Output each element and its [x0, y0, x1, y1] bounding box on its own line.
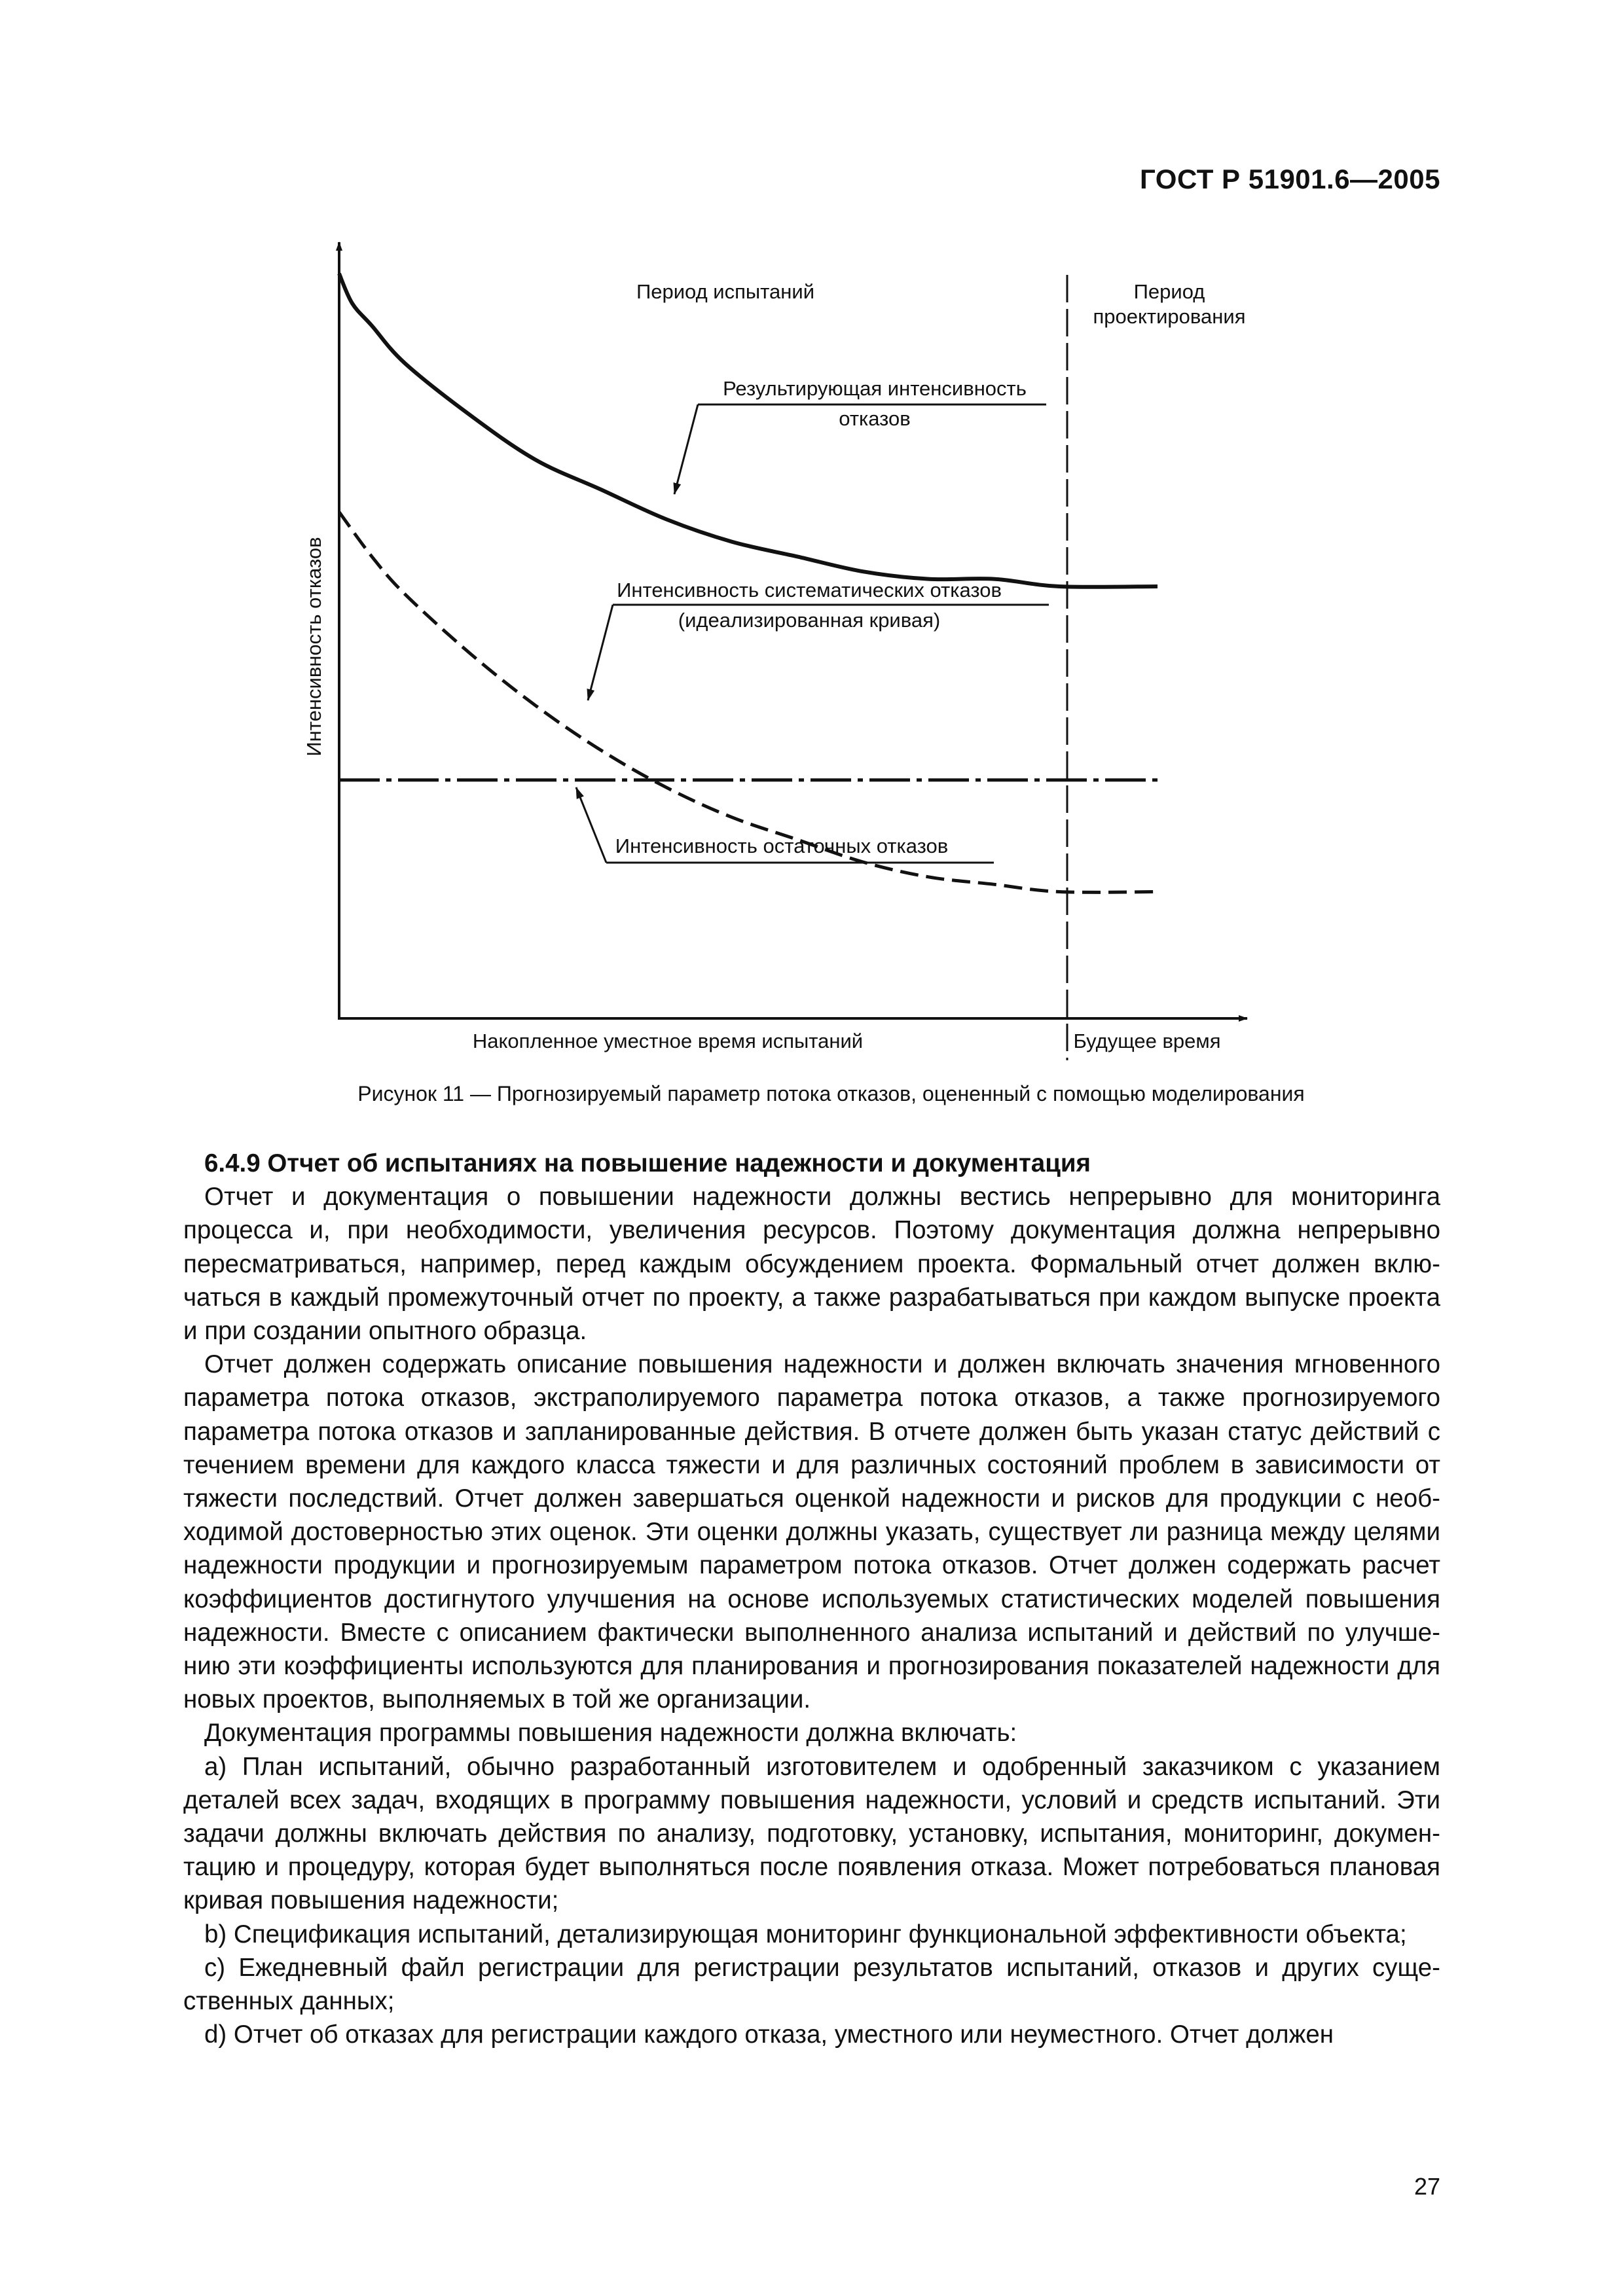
systematic-curve-label-line2: (идеализированная кривая) — [678, 609, 941, 632]
figure-caption: Рисунок 11 — Прогнозируемый параметр потока отказов, оцененный с помощью моделирования — [357, 1082, 1305, 1105]
result-intensity-curve — [339, 274, 1158, 587]
page-number: 27 — [1413, 2173, 1440, 2200]
systematic-curve-leader — [588, 605, 613, 700]
result-curve-label-line1: Результирующая интенсивность — [723, 377, 1027, 400]
test-period-label: Период испытаний — [636, 280, 815, 303]
systematic-curve-label-line1: Интенсивность систематических отказов — [617, 579, 1002, 601]
result-curve-leader — [674, 404, 698, 494]
design-period-label-line1: Период — [1133, 280, 1205, 303]
design-period-label-line2: проектирования — [1093, 305, 1246, 328]
list-item-d: d) Отчет об отказах для регистрации каждого отказа, уместного или неуместного. Отчет должен — [204, 2020, 1334, 2049]
x-axis-label-right: Будущее время — [1073, 1030, 1221, 1052]
section-6-4-9 — [183, 1147, 1440, 2051]
list-item-b: b) Спецификация испытаний, детализирующая мониторинг функциональной эффективности объекта; — [204, 1920, 1407, 1948]
list-item-a: a) План испытаний, обычно разработанный изготовителем и одобренный заказчиком с указанием деталей всех задач, входящих в программу повышения надежности, условий и средств испытаний. Эти задачи должны включать действия по анализу, подготовку, установку, испытания, мониторинг, документацию и процедуру, которая будет выполняться после появления отказа. Может потребоваться плановая кривая повышения надежности; — [183, 1752, 1440, 1915]
section-heading: 6.4.9 Отчет об испытаниях на повышение надежности и документация — [204, 1149, 1091, 1177]
figure-11-chart — [0, 0, 1623, 1113]
y-axis-label: Интенсивность отказов — [302, 537, 325, 757]
paragraph: Документация программы повышения надежности должна включать: — [204, 1719, 1017, 1748]
residual-label: Интенсивность остаточных отказов — [615, 834, 949, 857]
result-curve-label-line2: отказов — [839, 407, 911, 430]
x-axis-label-left: Накопленное уместное время испытаний — [472, 1030, 864, 1052]
residual-leader — [576, 787, 606, 863]
document-header: ГОСТ Р 51901.6—2005 — [1140, 164, 1440, 194]
paragraph: Отчет должен содержать описание повышения надежности и должен включать значения мгновенного параметра потока отказов, экстраполируемого параметра потока отказов, а также прогнозируемого параметра потока отказов и запланированные действия. В отчете должен быть указан статус действий с течением времени для каждого класса тяжести и для различных состояний проблем в зависимости от тяжести последствий. Отчет должен завершаться оценкой надежности и рисков для продукции с необходимой достоверностью этих оценок. Эти оценки должны указать, существует ли разница между целями надежности продукции и прогнозируемым параметром потока отказов. Отчет должен содержать расчет коэффициентов достигнутого улучшения на основе используемых статистических моделей повышения надежности. Вместе с описанием фактически выполненного анализа испытаний и действий по улучшению эти коэффициенты используются для планирования и прогнозирования показателей надежности для новых проектов, выполняемых в той же организации. — [183, 1350, 1440, 1714]
paragraph: Отчет и документация о повышении надежности должны вестись непрерывно для мониторинга процесса и, при необходимости, увеличения ресурсов. Поэтому документация должна непрерывно пересматриваться, например, перед каждым обсуждением проекта. Формальный отчет должен включаться в каждый промежуточный отчет по проекту, а также разрабатываться при каждом выпуске проекта и при создании опытного образца. — [183, 1183, 1440, 1346]
list-item-c: c) Ежедневный файл регистрации для регистрации результатов испытаний, отказов и других существенных данных; — [183, 1953, 1440, 2016]
